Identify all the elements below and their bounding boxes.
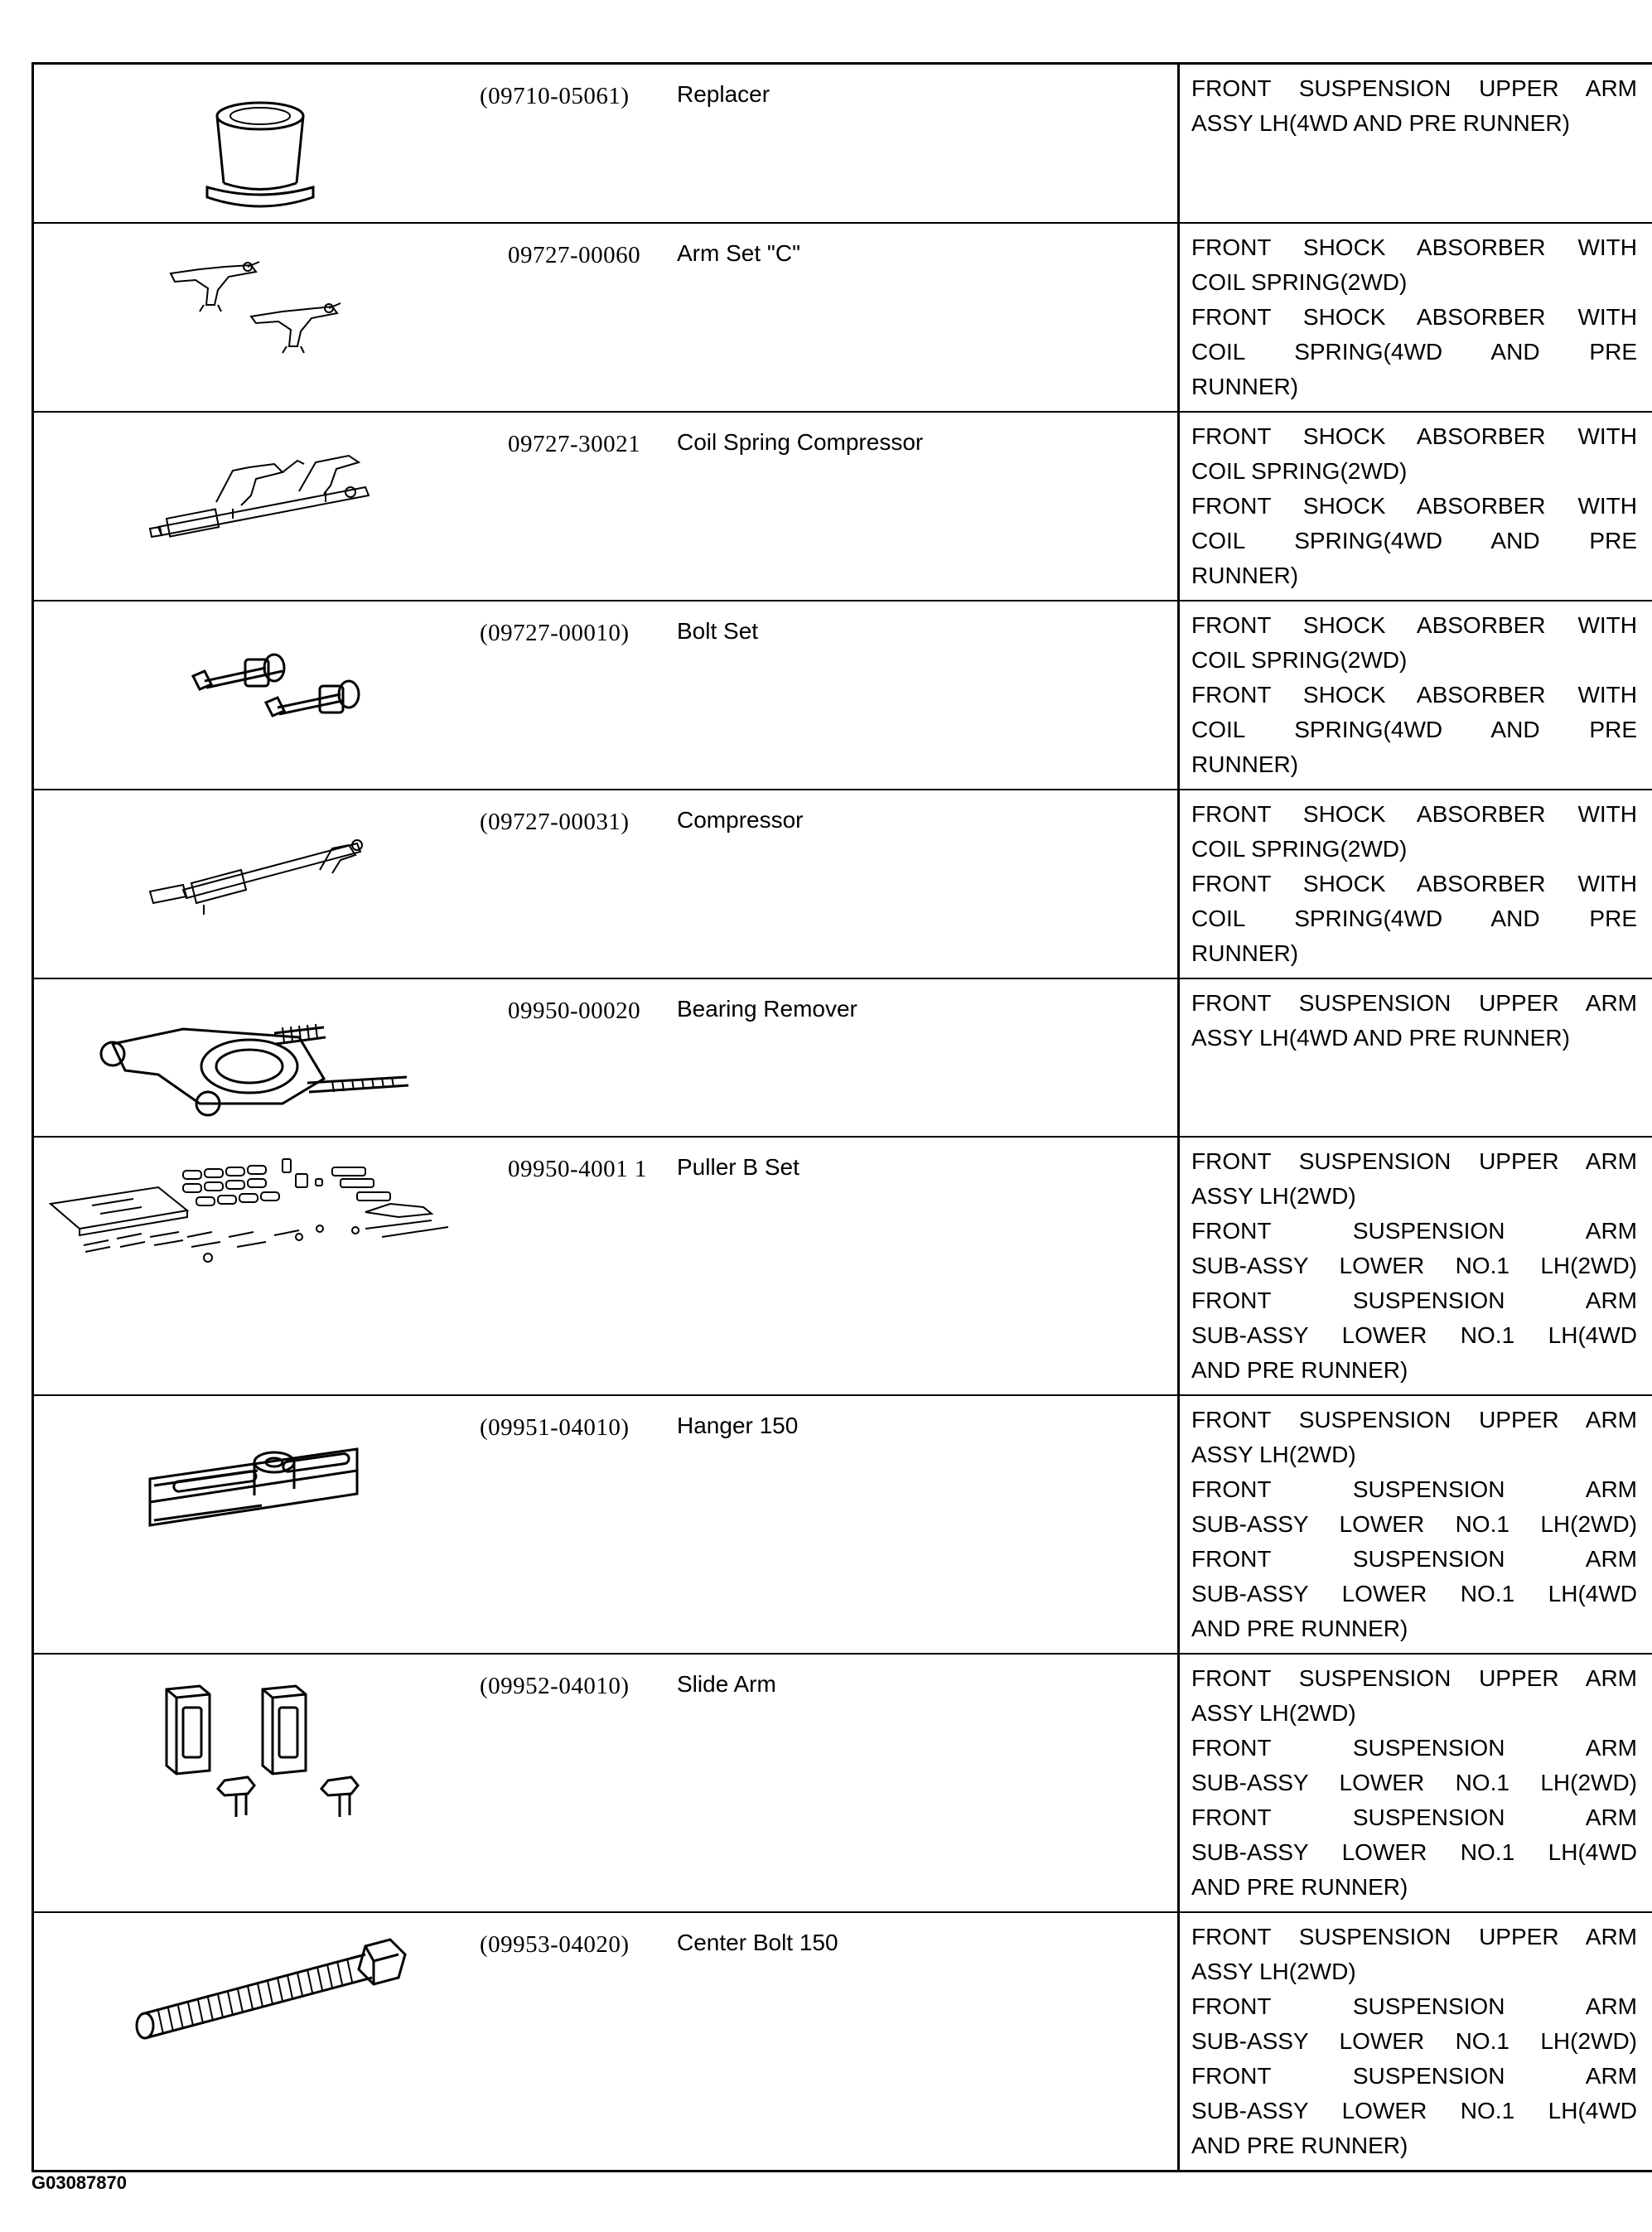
application-line: ASSY LH(2WD) bbox=[1191, 1958, 1356, 1984]
puller-b-set-icon bbox=[34, 1138, 477, 1391]
table-row bbox=[33, 1395, 1652, 1654]
tool-name: Bearing Remover bbox=[677, 995, 857, 1022]
tool-name-cell bbox=[677, 64, 1179, 223]
table-row bbox=[33, 223, 1652, 412]
application-line: FRONT SUSPENSION ARM bbox=[1191, 1217, 1637, 1244]
application-line: RUNNER) bbox=[1191, 751, 1299, 777]
table-row bbox=[33, 790, 1652, 978]
application-cell bbox=[1179, 790, 1652, 978]
application-line: SUB-ASSY LOWER NO.1 LH(2WD) bbox=[1191, 1510, 1637, 1537]
application-line: FRONT SHOCK ABSORBER WITH bbox=[1191, 234, 1637, 260]
application-line: FRONT SUSPENSION ARM bbox=[1191, 1476, 1637, 1502]
application-line: FRONT SUSPENSION ARM bbox=[1191, 1993, 1637, 2019]
slide-arm-icon bbox=[34, 1655, 477, 1908]
application-cell bbox=[1179, 223, 1652, 412]
application-line: AND PRE RUNNER) bbox=[1191, 1356, 1408, 1383]
application-cell bbox=[1179, 1395, 1652, 1654]
application-line: RUNNER) bbox=[1191, 373, 1299, 399]
application-line: FRONT SHOCK ABSORBER WITH bbox=[1191, 492, 1637, 519]
application-line: FRONT SUSPENSION UPPER ARM bbox=[1191, 1406, 1637, 1432]
application-line: COIL SPRING(2WD) bbox=[1191, 268, 1408, 295]
application-line: FRONT SUSPENSION ARM bbox=[1191, 1287, 1637, 1313]
application-cell bbox=[1179, 64, 1652, 223]
table-row bbox=[33, 412, 1652, 601]
tool-illustration-cell bbox=[33, 412, 481, 601]
application-line: COIL SPRING(4WD AND PRE bbox=[1191, 905, 1637, 931]
application-line: FRONT SHOCK ABSORBER WITH bbox=[1191, 303, 1637, 330]
tool-name-cell bbox=[677, 601, 1179, 790]
application-line: FRONT SHOCK ABSORBER WITH bbox=[1191, 681, 1637, 708]
tool-name-cell bbox=[677, 1395, 1179, 1654]
application-line: SUB-ASSY LOWER NO.1 LH(2WD) bbox=[1191, 2027, 1637, 2054]
tool-name: Compressor bbox=[677, 806, 804, 833]
bearing-remover-icon bbox=[34, 979, 477, 1137]
tool-name: Hanger 150 bbox=[677, 1412, 799, 1438]
part-number: (09951-04010) bbox=[480, 1413, 630, 1441]
part-number-cell bbox=[480, 223, 677, 412]
coil-spring-compressor-icon bbox=[34, 413, 477, 595]
tool-name: Center Bolt 150 bbox=[677, 1929, 838, 1955]
figure-code: G03087870 bbox=[31, 2172, 127, 2193]
sst-table-sheet bbox=[31, 62, 1637, 2172]
tool-illustration-cell bbox=[33, 790, 481, 978]
application-line: AND PRE RUNNER) bbox=[1191, 2132, 1408, 2158]
part-number: 09950-00020 bbox=[508, 997, 641, 1024]
application-line: SUB-ASSY LOWER NO.1 LH(4WD bbox=[1191, 1321, 1637, 1348]
tool-name-cell bbox=[677, 223, 1179, 412]
table-row bbox=[33, 1137, 1652, 1395]
application-line: SUB-ASSY LOWER NO.1 LH(4WD bbox=[1191, 2097, 1637, 2123]
tool-name: Puller B Set bbox=[677, 1153, 799, 1180]
part-number: (09710-05061) bbox=[480, 83, 630, 109]
table-row bbox=[33, 64, 1652, 223]
application-cell bbox=[1179, 1912, 1652, 2172]
hanger-icon bbox=[34, 1396, 477, 1650]
application-line: ASSY LH(4WD AND PRE RUNNER) bbox=[1191, 1024, 1570, 1051]
part-number-cell bbox=[480, 1395, 677, 1654]
application-cell bbox=[1179, 601, 1652, 790]
application-line: FRONT SUSPENSION ARM bbox=[1191, 1545, 1637, 1572]
tool-name: Arm Set "C" bbox=[677, 239, 801, 266]
tool-name: Replacer bbox=[677, 81, 770, 107]
application-line: ASSY LH(2WD) bbox=[1191, 1699, 1356, 1726]
application-line: COIL SPRING(4WD AND PRE bbox=[1191, 338, 1637, 365]
tool-name: Slide Arm bbox=[677, 1670, 776, 1697]
part-number-cell bbox=[480, 601, 677, 790]
part-number: (09953-04020) bbox=[480, 1930, 630, 1958]
application-line: ASSY LH(2WD) bbox=[1191, 1441, 1356, 1467]
application-line: COIL SPRING(2WD) bbox=[1191, 646, 1408, 673]
center-bolt-icon bbox=[34, 1913, 477, 2167]
application-line: FRONT SUSPENSION UPPER ARM bbox=[1191, 1664, 1637, 1691]
application-line: COIL SPRING(2WD) bbox=[1191, 457, 1408, 484]
part-number-cell bbox=[480, 1137, 677, 1395]
part-number-cell bbox=[480, 790, 677, 978]
arm-set-icon bbox=[34, 224, 477, 406]
tool-name-cell bbox=[677, 790, 1179, 978]
part-number: (09952-04010) bbox=[480, 1672, 630, 1699]
application-line: FRONT SUSPENSION UPPER ARM bbox=[1191, 1923, 1637, 1949]
tool-illustration-cell bbox=[33, 1395, 481, 1654]
tool-illustration-cell bbox=[33, 1654, 481, 1912]
part-number-cell bbox=[480, 978, 677, 1137]
tool-illustration-cell bbox=[33, 601, 481, 790]
application-line: FRONT SUSPENSION UPPER ARM bbox=[1191, 1147, 1637, 1174]
application-line: SUB-ASSY LOWER NO.1 LH(2WD) bbox=[1191, 1769, 1637, 1795]
application-line: COIL SPRING(4WD AND PRE bbox=[1191, 716, 1637, 742]
application-cell bbox=[1179, 1137, 1652, 1395]
application-line: SUB-ASSY LOWER NO.1 LH(4WD bbox=[1191, 1580, 1637, 1606]
application-line: FRONT SUSPENSION UPPER ARM bbox=[1191, 989, 1637, 1016]
tool-name-cell bbox=[677, 1654, 1179, 1912]
part-number: 09950-4001 1 bbox=[508, 1155, 647, 1182]
tool-name-cell bbox=[677, 1912, 1179, 2172]
application-line: FRONT SHOCK ABSORBER WITH bbox=[1191, 423, 1637, 449]
part-number: (09727-00031) bbox=[480, 808, 630, 835]
application-line: FRONT SHOCK ABSORBER WITH bbox=[1191, 800, 1637, 827]
application-line: FRONT SUSPENSION ARM bbox=[1191, 2062, 1637, 2089]
compressor-icon bbox=[34, 790, 477, 973]
part-number-cell bbox=[480, 64, 677, 223]
application-cell bbox=[1179, 1654, 1652, 1912]
application-line: COIL SPRING(4WD AND PRE bbox=[1191, 527, 1637, 553]
tool-name: Coil Spring Compressor bbox=[677, 428, 924, 455]
application-cell bbox=[1179, 412, 1652, 601]
table-row bbox=[33, 1912, 1652, 2172]
part-number: 09727-30021 bbox=[508, 430, 641, 457]
application-line: SUB-ASSY LOWER NO.1 LH(2WD) bbox=[1191, 1252, 1637, 1278]
table-row bbox=[33, 601, 1652, 790]
application-line: ASSY LH(2WD) bbox=[1191, 1182, 1356, 1209]
application-line: COIL SPRING(2WD) bbox=[1191, 835, 1408, 862]
tool-illustration-cell bbox=[33, 1912, 481, 2172]
tool-illustration-cell bbox=[33, 1137, 481, 1395]
part-number: 09727-00060 bbox=[508, 241, 641, 268]
part-number-cell bbox=[480, 1654, 677, 1912]
application-line: AND PRE RUNNER) bbox=[1191, 1615, 1408, 1641]
application-line: FRONT SUSPENSION UPPER ARM bbox=[1191, 75, 1637, 101]
part-number: (09727-00010) bbox=[480, 619, 630, 646]
application-cell bbox=[1179, 978, 1652, 1137]
application-line: FRONT SHOCK ABSORBER WITH bbox=[1191, 870, 1637, 896]
special-service-tools-table bbox=[31, 62, 1652, 2172]
part-number-cell bbox=[480, 1912, 677, 2172]
table-row bbox=[33, 1654, 1652, 1912]
tool-illustration-cell bbox=[33, 64, 481, 223]
application-line: AND PRE RUNNER) bbox=[1191, 1873, 1408, 1900]
part-number-cell bbox=[480, 412, 677, 601]
tool-name: Bolt Set bbox=[677, 617, 759, 644]
application-line: FRONT SUSPENSION ARM bbox=[1191, 1734, 1637, 1761]
tool-name-cell bbox=[677, 978, 1179, 1137]
tool-illustration-cell bbox=[33, 223, 481, 412]
bolt-set-icon bbox=[34, 601, 477, 784]
application-line: SUB-ASSY LOWER NO.1 LH(4WD bbox=[1191, 1838, 1637, 1865]
application-line: RUNNER) bbox=[1191, 562, 1299, 588]
table-row bbox=[33, 978, 1652, 1137]
application-line: ASSY LH(4WD AND PRE RUNNER) bbox=[1191, 110, 1570, 136]
tool-illustration-cell bbox=[33, 978, 481, 1137]
application-line: FRONT SHOCK ABSORBER WITH bbox=[1191, 611, 1637, 638]
replacer-icon bbox=[34, 65, 477, 222]
tool-name-cell bbox=[677, 1137, 1179, 1395]
application-line: RUNNER) bbox=[1191, 940, 1299, 966]
application-line: FRONT SUSPENSION ARM bbox=[1191, 1804, 1637, 1830]
tool-name-cell bbox=[677, 412, 1179, 601]
